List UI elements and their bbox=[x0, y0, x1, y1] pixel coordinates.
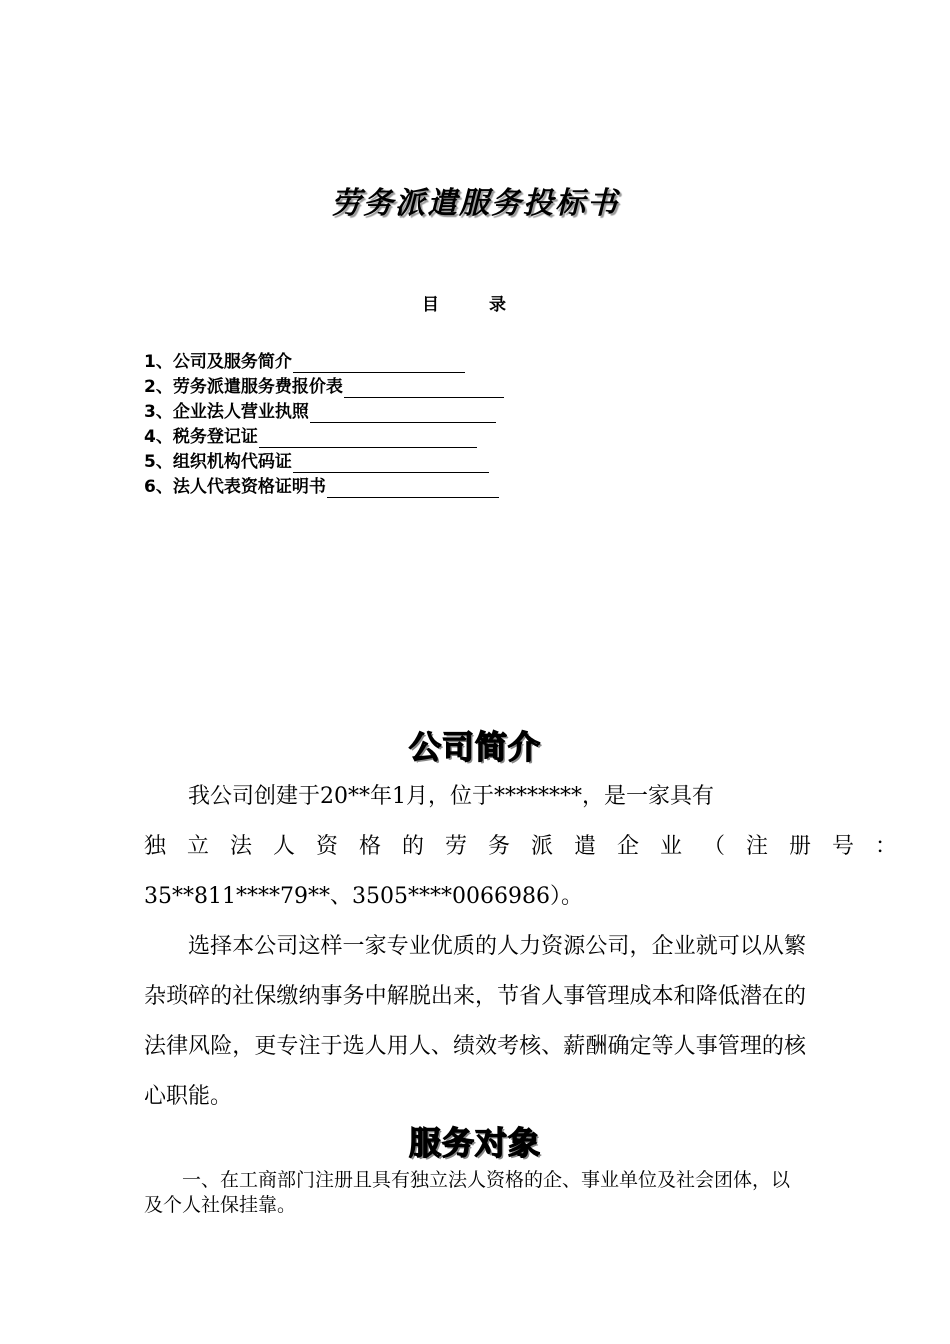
intro-paragraph-1-line-3: 35**811****79**、3505****0066986）。 bbox=[144, 884, 583, 909]
toc-leader-line bbox=[310, 404, 496, 423]
intro-paragraph-1-line-2: 独立法人资格的劳务派遣企业（注册号： bbox=[144, 834, 919, 859]
toc-leader-line bbox=[293, 354, 465, 373]
toc-item-label: 5、组织机构代码证 bbox=[144, 452, 292, 472]
service-targets-heading: 服务对象 bbox=[408, 1124, 541, 1162]
intro-paragraph-2: 选择本公司这样一家专业优质的人力资源公司，企业就可以从繁杂琐碎的社保缴纳事务中解脱出来，节省人事管理成本和降低潜在的法律风险，更专注于选人用人、绩效考核、薪酬确定等人事管理的核心职能。 bbox=[144, 934, 806, 1109]
toc-item-label: 4、税务登记证 bbox=[144, 427, 258, 447]
table-of-contents bbox=[144, 348, 504, 498]
service-target-item-1: 一、在工商部门注册且具有独立法人资格的企、事业单位及社会团体，以及个人社保挂靠。 bbox=[144, 1169, 791, 1216]
intro-paragraph-1-line-1: 我公司创建于20**年1月，位于********，是一家具有 bbox=[188, 784, 714, 809]
intro-paragraph-1 bbox=[144, 772, 919, 922]
toc-leader-line bbox=[344, 379, 504, 398]
toc-item-label: 3、企业法人营业执照 bbox=[144, 402, 309, 422]
toc-leader-line bbox=[293, 454, 489, 473]
toc-leader-line bbox=[327, 479, 499, 498]
toc-item-label: 2、劳务派遣服务费报价表 bbox=[144, 377, 343, 397]
toc-item bbox=[144, 348, 504, 373]
company-intro-heading: 公司简介 bbox=[408, 728, 541, 766]
toc-leader-line bbox=[259, 429, 477, 448]
document-title: 劳务派遣服务投标书 bbox=[331, 186, 619, 221]
toc-item bbox=[144, 373, 504, 398]
toc-item-label: 1、公司及服务简介 bbox=[144, 352, 292, 372]
toc-heading: 目 录 bbox=[422, 295, 528, 315]
toc-item-label: 6、法人代表资格证明书 bbox=[144, 477, 326, 497]
toc-item bbox=[144, 448, 504, 473]
toc-item bbox=[144, 423, 504, 448]
toc-item bbox=[144, 473, 504, 498]
toc-item bbox=[144, 398, 504, 423]
